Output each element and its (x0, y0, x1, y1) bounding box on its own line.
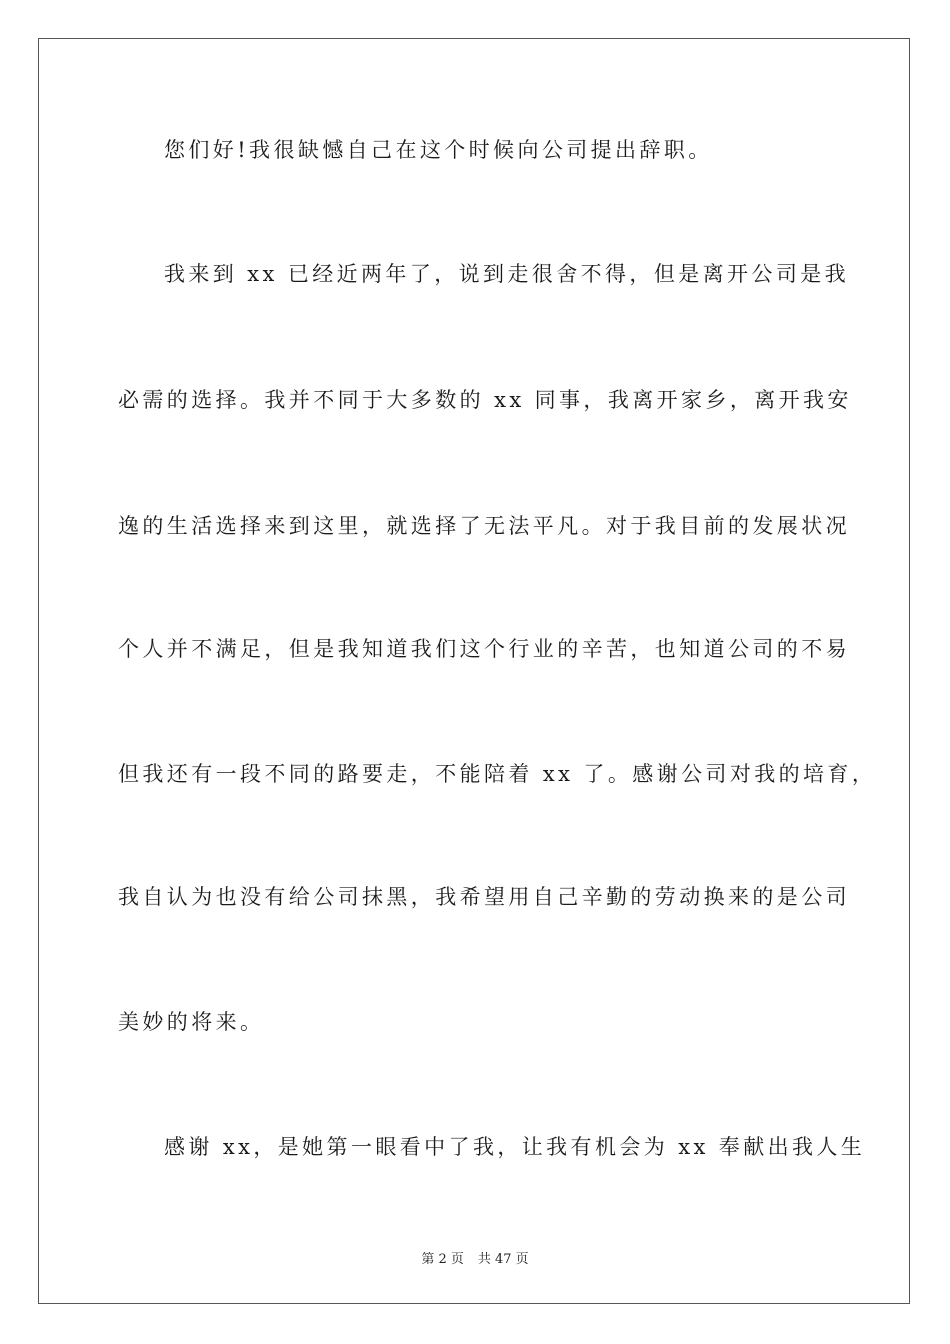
paragraph-line: 但我还有一段不同的路要走，不能陪着 xx 了。感谢公司对我的培育， (118, 762, 877, 786)
paragraph-line: 个人并不满足，但是我知道我们这个行业的辛苦，也知道公司的不易 (118, 637, 850, 661)
page-total: 共 47 页 (477, 1252, 529, 1267)
paragraph-line: 我来到 xx 已经近两年了，说到走很舍不得，但是离开公司是我 (164, 262, 850, 286)
paragraph-line: 您们好!我很缺憾自己在这个时候向公司提出辞职。 (164, 138, 713, 162)
paragraph-line: 逸的生活选择来到这里，就选择了无法平凡。对于我目前的发展状况 (118, 514, 850, 538)
paragraph-line: 感谢 xx，是她第一眼看中了我，让我有机会为 xx 奉献出我人生 (164, 1135, 866, 1159)
paragraph-line: 必需的选择。我并不同于大多数的 xx 同事，我离开家乡，离开我安 (118, 388, 852, 412)
page-number: 第 2 页 (421, 1252, 464, 1267)
page-footer (0, 1248, 950, 1267)
page-border (38, 38, 910, 1304)
paragraph-line: 我自认为也没有给公司抹黑，我希望用自己辛勤的劳动换来的是公司 (118, 885, 850, 909)
paragraph-line: 美妙的将来。 (118, 1010, 265, 1034)
